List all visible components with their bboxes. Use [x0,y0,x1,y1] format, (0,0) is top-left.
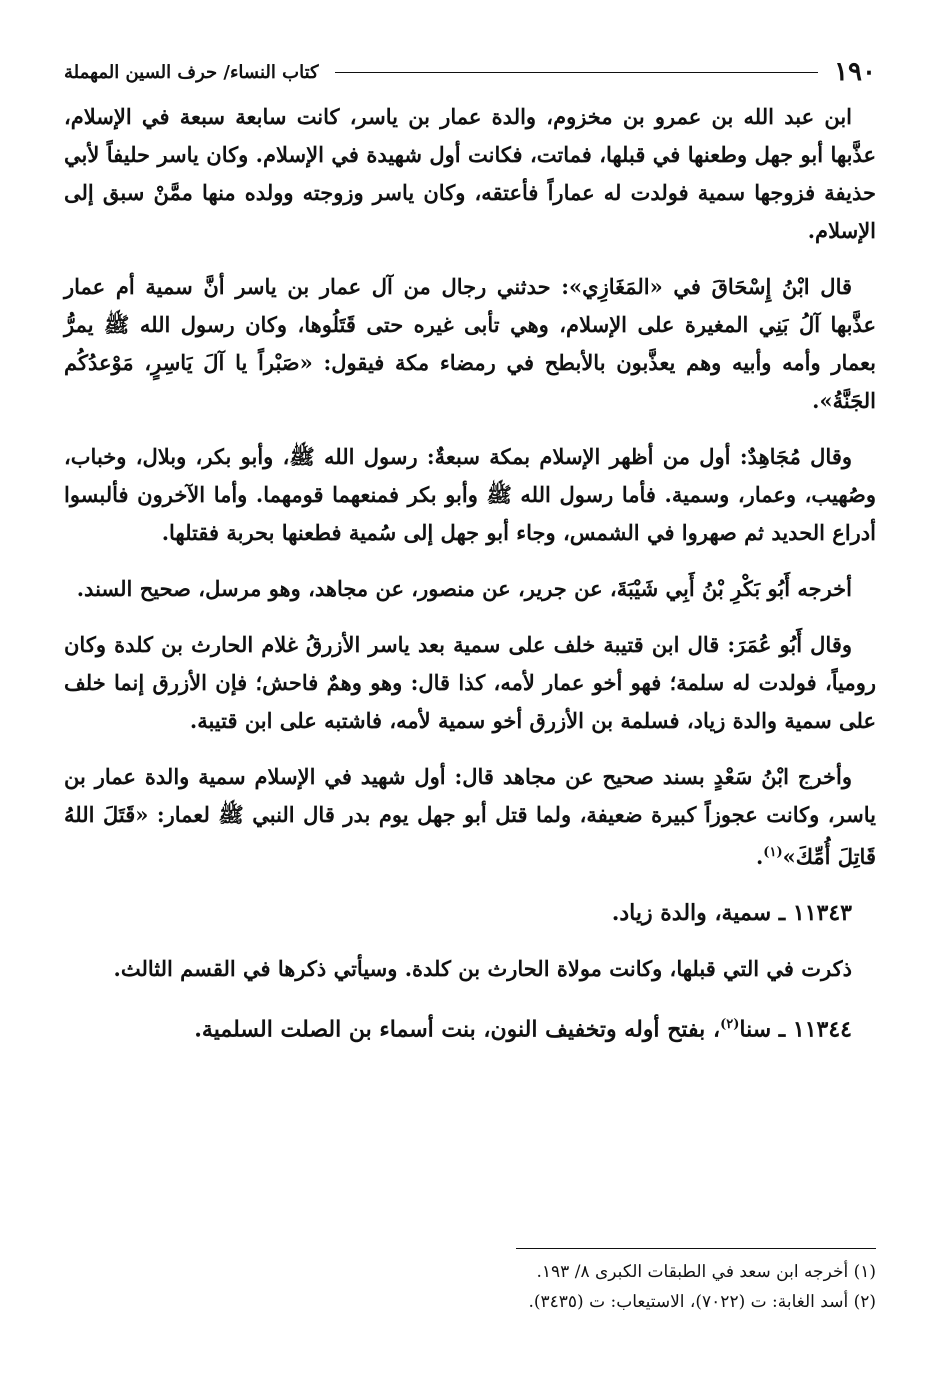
footnote-ref: (٢) [720,1017,740,1032]
footnotes [64,1248,876,1317]
entry-title-start: ١١٣٤٤ ـ سنا [739,1016,852,1043]
entry-title-end: ، بفتح أوله وتخفيف النون، بنت أسماء بن الصلت السلمية. [194,1016,721,1043]
page-header [64,52,876,92]
running-title: كتاب النساء/ حرف السين المهملة [64,61,319,83]
paragraph: وقال أَبُو عُمَرَ: قال ابن قتيبة خلف على سمية بعد ياسر الأزرقُ غلام الحارث بن كلدة وكان رومياً، فولدت له سلمة؛ فهو أخو عمار لأمه، كذا قال: وهو وهمٌ فاحش؛ فإن الأزرق إنما خلف على سمية والدة زياد، فسلمة بن الأزرق أخو سمية لأمه، فاشتبه على ابن قتيبة. [64,632,876,733]
entry-heading: ١١٣٤٣ ـ سمية، والدة زياد. [611,900,852,926]
paragraph-text: وأخرج ابْنُ سَعْدٍ بسند صحيح عن مجاهد قال: أول شهيد في الإسلام سمية والدة عمار بن ياسر، وكانت عجوزاً كبيرة ضعيفة، ولما قتل أبو جهل يوم بدر قال النبي ﷺ لعمار: «قَتَلَ اللهُ قَاتِلَ أُمِّكَ» [64,764,876,869]
footnote-ref: (١) [763,845,783,860]
paragraph: وقال مُجَاهِدٌ: أول من أظهر الإسلام بمكة سبعةٌ: رسول الله ﷺ، وأبو بكر، وبلال، وخباب، وصُهيب، وعمار، وسمية. فأما رسول الله ﷺ وأبو بكر فمنعهما قومهما. وأما الآخرون فألبسوا أدراع الحديد ثم صهروا في الشمس، وجاء أبو جهل إلى سُمية فطعنها بحربة فقتلها. [64,444,876,545]
body-text [64,98,876,1048]
header-rule [335,72,819,73]
paragraph: ابن عبد الله بن عمرو بن مخزوم، والدة عمار بن ياسر، كانت سابعة سبعة في الإسلام، عذَّبها أبو جهل وطعنها في قبلها، فماتت، فكانت أول شهيدة في الإسلام. وكان ياسر حليفاً لأبي حذيفة فزوجها سمية فولدت له عماراً فأعتقه، وكان ياسر وزوجته وولده منها ممَّنْ سبق إلى الإسلام. [64,104,876,243]
paragraph-end: . [755,844,764,869]
footnote-rule [516,1248,876,1249]
paragraph: أخرجه أَبُو بَكْرِ بْنُ أَبِي شَيْبَةَ، عن جرير، عن منصور، عن مجاهد، وهو مرسل، صحيح السند. [76,576,852,601]
entry-text: ذكرت في التي قبلها، وكانت مولاة الحارث بن كلدة. وسيأتي ذكرها في القسم الثالث. [113,956,852,981]
footnote: (٢) أسد الغابة: ت (٧٠٢٢)، الاستيعاب: ت (٣٤٣٥). [528,1292,876,1312]
entry-heading [64,1006,876,1048]
page-number: ١٩٠ [834,57,876,87]
footnote: (١) أخرجه ابن سعد في الطبقات الكبرى ٨/ ١٩٣. [536,1262,876,1282]
paragraph: قال ابْنُ إِسْحَاقَ في «المَغَازِي»: حدثني رجال من آل عمار بن ياسر أنَّ سمية أم عمار عذَّبها آلُ بَنِي المغيرة على الإسلام، وهي تأبى غيره حتى قَتَلُوها، وكان رسول الله ﷺ يمرُّ بعمار وأمه وأبيه وهم يعذَّبون بالأبطح في رمضاء مكة فيقول: «صَبْراً يا آلَ يَاسِرٍ، مَوْعدُكُم الجَنَّةُ». [64,274,876,413]
paragraph [64,758,876,876]
